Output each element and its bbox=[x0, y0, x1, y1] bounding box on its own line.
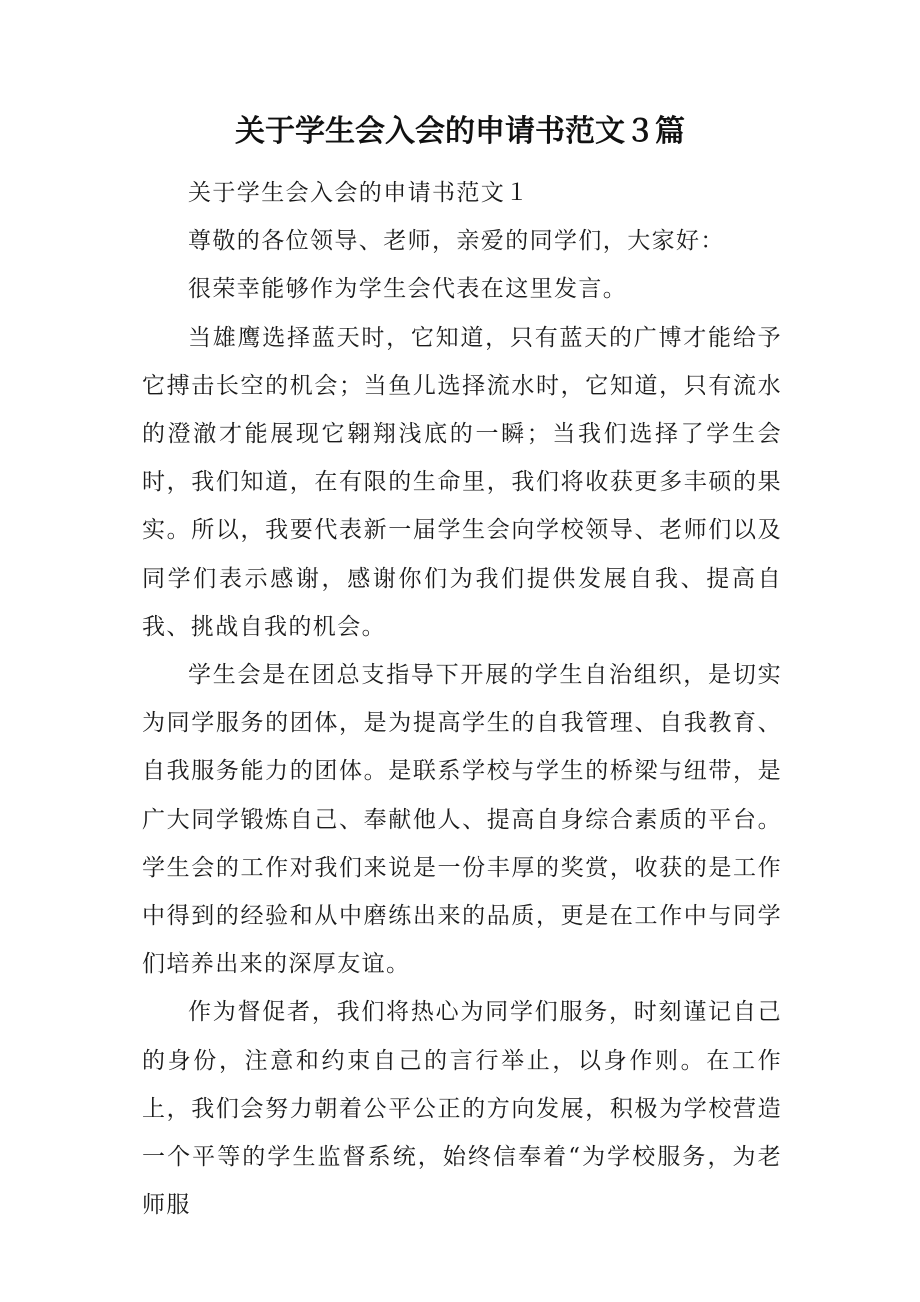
paragraph-greeting: 尊敬的各位领导、老师，亲爱的同学们，大家好： bbox=[188, 228, 725, 255]
paragraph-subtitle: 关于学生会入会的申请书范文１ bbox=[188, 180, 530, 206]
paragraph-student-union: 学生会是在团总支指导下开展的学生自治组织，是切实为同学服务的团体，是为提高学生的自我管理、自我教育、自我服务能力的团体。是联系学校与学生的桥梁与纽带，是广大同学锻炼自己、奉献他人、提高自身综合素质的平台。学生会的工作对我们来说是一份丰厚的奖赏，收获的是工作中得到的经验和从中磨练出来的品质，更是在工作中与同学们培养出来的深厚友谊。 bbox=[142, 662, 782, 978]
document-body bbox=[142, 169, 782, 1229]
paragraph-eagle: 当雄鹰选择蓝天时，它知道，只有蓝天的广博才能给予它搏击长空的机会；当鱼儿选择流水时，它知道，只有流水的澄澈才能展现它翱翔浅底的一瞬；当我们选择了学生会时，我们知道，在有限的生命里，我们将收获更多丰硕的果实。所以，我要代表新一届学生会向学校领导、老师们以及同学们表示感谢，感谢你们为我们提供发展自我、提高自我、挑战自我的机会。 bbox=[142, 324, 782, 640]
document-title: 关于学生会入会的申请书范文３篇 bbox=[235, 114, 685, 149]
paragraph-supervisor: 作为督促者，我们将热心为同学们服务，时刻谨记自己的身份，注意和约束自己的言行举止，以身作则。在工作上，我们会努力朝着公平公正的方向发展，积极为学校营造一个平等的学生监督系统，始终信奉着“为学校服务，为老师服 bbox=[142, 999, 782, 1219]
paragraph-opening: 很荣幸能够作为学生会代表在这里发言。 bbox=[188, 276, 628, 303]
